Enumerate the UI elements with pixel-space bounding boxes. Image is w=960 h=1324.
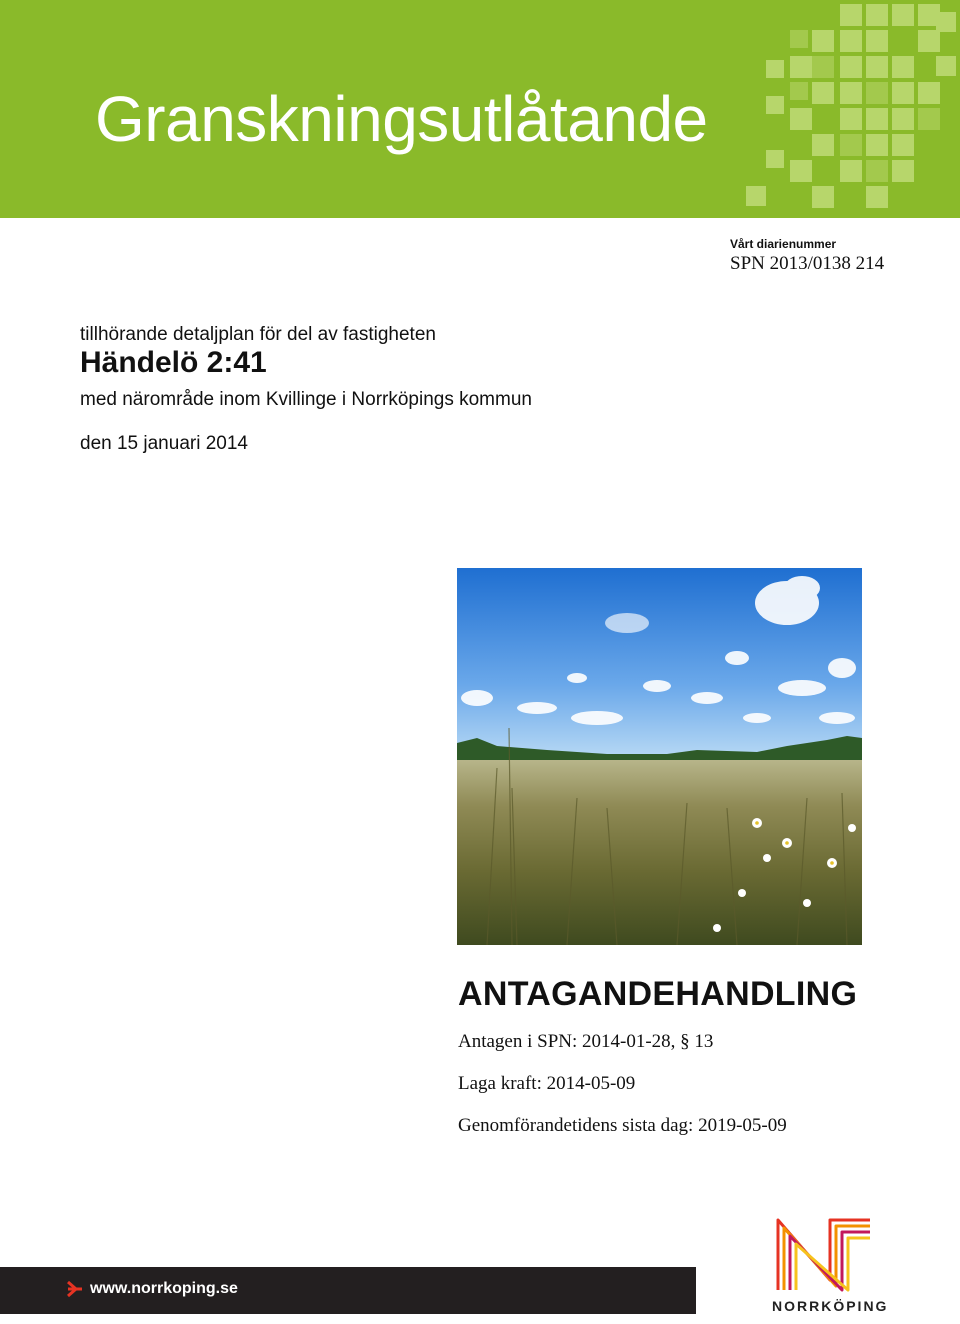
adopted-date: Antagen i SPN: 2014-01-28, § 13 bbox=[458, 1031, 714, 1052]
plan-area: med närområde inom Kvillinge i Norrköpings kommun bbox=[80, 389, 532, 410]
field-photo bbox=[457, 568, 862, 945]
legal-force-date: Laga kraft: 2014-05-09 bbox=[458, 1073, 636, 1094]
norrkoping-logo-icon bbox=[770, 1210, 880, 1295]
plan-date: den 15 januari 2014 bbox=[80, 433, 248, 454]
document-stage: ANTAGANDEHANDLING bbox=[458, 975, 858, 1013]
arrow-right-icon bbox=[66, 1279, 84, 1299]
website-link[interactable]: www.norrkoping.se bbox=[90, 1280, 238, 1297]
implementation-deadline: Genomförandetidens sista dag: 2019-05-09 bbox=[458, 1115, 787, 1136]
logo-text: NORRKÖPING bbox=[772, 1298, 889, 1314]
property-name: Händelö 2:41 bbox=[80, 346, 267, 379]
landscape-image bbox=[457, 568, 862, 945]
header-banner bbox=[0, 0, 960, 218]
diary-label: Vårt diarienummer bbox=[730, 237, 837, 251]
plan-subtitle: tillhörande detaljplan för del av fastigheten bbox=[80, 324, 436, 345]
document-title: Granskningsutlåtande bbox=[95, 83, 708, 155]
diary-number: SPN 2013/0138 214 bbox=[730, 253, 885, 274]
